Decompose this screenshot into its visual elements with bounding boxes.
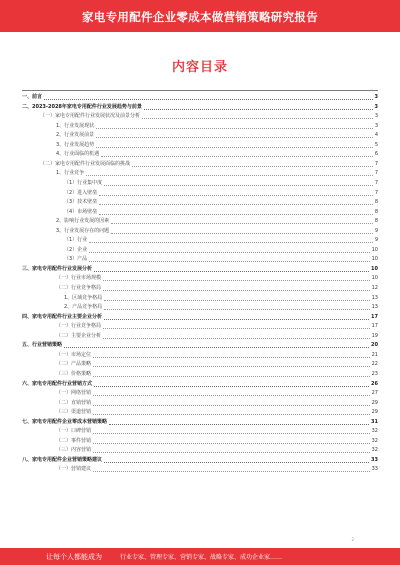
toc-entry-label: 1、行业发展现状	[56, 122, 95, 129]
toc-entry-label: （4）市场壁垒	[64, 208, 98, 215]
toc-entry-label: 2、行业发展前景	[56, 132, 95, 139]
toc-entry[interactable]	[56, 131, 378, 140]
toc-leader-dots	[93, 375, 370, 377]
toc-entry-page: 3	[374, 103, 378, 110]
toc-entry-page: 10	[371, 256, 378, 263]
toc-leader-dots	[103, 327, 370, 329]
toc-entry-page: 17	[371, 323, 378, 330]
toc-leader-dots	[96, 146, 373, 148]
toc-leader-dots	[44, 98, 373, 100]
toc-entry[interactable]	[22, 341, 378, 350]
toc-entry-page: 8	[374, 218, 378, 225]
toc-entry-page: 32	[371, 428, 378, 435]
toc-entry-page: 31	[371, 418, 378, 425]
toc-entry-page: 12	[371, 285, 378, 291]
toc-entry[interactable]	[56, 446, 378, 455]
toc-entry-page: 17	[371, 313, 378, 320]
toc-title: 内容目录	[171, 60, 228, 75]
toc-entry-label: （2）进入壁垒	[64, 189, 98, 196]
toc-entry-page: 9	[374, 237, 378, 244]
toc-entry-label: 2、产品竞争格局	[64, 304, 103, 311]
toc-leader-dots	[93, 470, 370, 472]
toc-entry[interactable]	[56, 284, 378, 293]
toc-entry-label: （三）渠道营销	[56, 409, 92, 416]
toc-entry[interactable]	[22, 265, 378, 274]
toc-entry[interactable]	[56, 408, 378, 417]
toc-entry[interactable]	[56, 399, 378, 408]
toc-entry-label: （一）市场定位	[56, 351, 92, 358]
toc-entry-page: 7	[374, 170, 378, 177]
toc-leader-dots	[93, 365, 370, 367]
toc-entry-label: （二）家电专用配件行业发展面临的挑战	[40, 160, 131, 167]
toc-leader-dots	[89, 260, 369, 262]
toc-entry[interactable]	[64, 236, 378, 245]
toc-entry-page: 9	[374, 227, 378, 234]
toc-leader-dots	[64, 346, 369, 348]
toc-entry-label: 三、家电专用配件行业发展分析	[22, 265, 93, 272]
toc-entry[interactable]	[56, 389, 378, 398]
toc-leader-dots	[104, 308, 369, 310]
toc-leader-dots	[101, 155, 373, 157]
toc-entry-label: 七、家电专用配件企业零成本营销策略	[22, 418, 108, 425]
toc-entry-page: 3	[374, 94, 378, 100]
toc-leader-dots	[104, 318, 369, 320]
toc-entry-label: 1、区域竞争格局	[64, 294, 103, 301]
toc-entry[interactable]	[56, 169, 378, 178]
toc-leader-dots	[104, 461, 369, 463]
toc-entry-label: （3）产品	[64, 256, 88, 263]
toc-entry-page: 10	[371, 275, 378, 282]
toc-entry-label: （二）直销营销	[56, 399, 92, 406]
toc-entry-page: 33	[371, 466, 378, 473]
toc-entry[interactable]	[56, 370, 378, 379]
toc-entry-label: （1）行业	[64, 237, 88, 244]
toc-leader-dots	[93, 451, 370, 453]
toc-leader-dots	[94, 385, 369, 387]
toc-entry-label: （三）价格策略	[56, 370, 92, 377]
toc-entry[interactable]	[64, 303, 378, 312]
toc-entry[interactable]	[64, 189, 378, 198]
toc-leader-dots	[86, 174, 373, 176]
toc-entry-label: （二）产品策略	[56, 361, 92, 368]
toc-entry-page: 26	[371, 380, 378, 387]
toc-leader-dots	[89, 241, 373, 243]
toc-entry-label: 一、前言	[22, 94, 43, 100]
toc-entry[interactable]	[56, 274, 378, 283]
toc-entry-label: （一）行业竞争格局	[56, 323, 102, 330]
page-number: 2	[351, 537, 354, 542]
toc-entry[interactable]	[22, 313, 378, 322]
toc-entry[interactable]	[56, 360, 378, 369]
toc-entry[interactable]	[40, 112, 378, 121]
toc-entry[interactable]	[56, 427, 378, 436]
toc-leader-dots	[99, 203, 373, 205]
toc-entry-page: 33	[371, 456, 378, 463]
toc-leader-dots	[93, 442, 370, 444]
toc-entry[interactable]	[64, 246, 378, 255]
toc-entry-page: 10	[371, 265, 378, 272]
toc-entry[interactable]	[56, 437, 378, 446]
toc-leader-dots	[94, 270, 369, 272]
toc-entry-label: 八、家电专用配件企业营销策略建议	[22, 456, 103, 463]
toc-entry[interactable]	[64, 179, 378, 188]
toc-entry-page: 8	[374, 208, 378, 215]
toc-entry[interactable]	[56, 227, 378, 236]
toc-entry-label: （一）口碑营销	[56, 428, 92, 435]
toc-entry-page: 22	[371, 361, 378, 368]
toc-entry-page: 7	[374, 179, 378, 186]
toc-entry[interactable]	[56, 322, 378, 331]
toc-entry-page: 5	[374, 141, 378, 148]
toc-entry-page: 21	[371, 351, 378, 358]
toc-entry-page: 10	[371, 246, 378, 253]
footer-slogan: 让每个人都能成为	[46, 552, 102, 561]
footer-roles: 行业专家、管理专家、营销专家、战略专家、成功企业家……	[120, 554, 283, 561]
toc-leader-dots	[93, 404, 370, 406]
toc-entry-label: 3、行业发展趋势	[56, 141, 95, 148]
toc-leader-dots	[132, 165, 373, 167]
toc-entry-label: 二、2023-2028年家电专用配件行业发展趋势与前景	[22, 103, 142, 110]
toc-entry-label: 1、行业竞争	[56, 170, 85, 177]
toc-entry-label: （一）行业市场规模	[56, 275, 102, 282]
toc-leader-dots	[96, 136, 373, 138]
footer-bar	[0, 548, 400, 565]
toc-leader-dots	[96, 127, 373, 129]
toc-entry-label: （二）行业竞争格局	[56, 285, 102, 291]
toc-entry[interactable]	[56, 332, 378, 341]
toc-leader-dots	[144, 108, 373, 110]
toc-entry[interactable]	[56, 141, 378, 150]
report-title: 家电专用配件企业零成本做营销策略研究报告	[82, 10, 318, 24]
toc-leader-dots	[103, 337, 370, 339]
toc-entry-page: 19	[371, 332, 378, 339]
toc-leader-dots	[103, 279, 370, 281]
toc-entry[interactable]	[56, 217, 378, 226]
toc-leader-dots	[142, 117, 373, 119]
toc-entry[interactable]	[64, 208, 378, 217]
toc-entry[interactable]	[22, 103, 378, 112]
toc-entry-page: 20	[371, 342, 378, 349]
toc-entry[interactable]	[56, 465, 378, 474]
toc-leader-dots	[99, 213, 373, 215]
toc-entry[interactable]	[64, 294, 378, 303]
toc-entry-page: 32	[371, 437, 378, 444]
toc-entry-label: （一）营销建议	[56, 466, 92, 473]
toc-entry[interactable]	[64, 198, 378, 207]
toc-entry-label: 2、影响行业发展的因素	[56, 218, 110, 225]
toc-entry-page: 6	[374, 151, 378, 158]
toc-entry-page: 3	[374, 113, 378, 120]
toc-leader-dots	[104, 184, 373, 186]
toc-leader-dots	[89, 251, 369, 253]
toc-entry-label: （二）事件营销	[56, 437, 92, 444]
toc-entry-label: （三）内容营销	[56, 447, 92, 454]
toc-leader-dots	[99, 194, 373, 196]
toc-entry-label: （二）主要企业分析	[56, 332, 102, 339]
toc-entry-page: 3	[374, 122, 378, 129]
toc-entry-page: 27	[371, 390, 378, 397]
toc-entry-page: 8	[374, 199, 378, 206]
toc-entry-label: 3、行业发展存在的问题	[56, 227, 110, 234]
toc-entry-page: 32	[371, 447, 378, 454]
toc-entry[interactable]	[22, 418, 378, 427]
toc-leader-dots	[104, 299, 369, 301]
toc-entry-label: （1）行业集中度	[64, 179, 103, 186]
toc-leader-dots	[111, 222, 373, 224]
toc-entry-page: 29	[371, 399, 378, 406]
toc-entry-page: 7	[374, 160, 378, 167]
toc-entry-label: 4、行业面临的机遇	[56, 151, 100, 158]
toc-leader-dots	[111, 232, 373, 234]
toc-entry-page: 13	[371, 304, 378, 311]
toc-entry-page: 23	[371, 370, 378, 377]
toc-entry-label: 五、行业营销策略	[22, 342, 63, 349]
toc-entry[interactable]	[56, 122, 378, 131]
toc-entry[interactable]	[22, 93, 378, 102]
toc-entry-label: 四、家电专用配件行业主要企业分析	[22, 313, 103, 320]
toc-entry[interactable]	[64, 255, 378, 264]
toc-leader-dots	[109, 423, 369, 425]
toc-entry[interactable]	[22, 380, 378, 389]
toc-entry-label: （2）企业	[64, 246, 88, 253]
toc-leader-dots	[93, 432, 370, 434]
toc-entry-page: 4	[374, 132, 378, 139]
toc-entry-page: 29	[371, 409, 378, 416]
toc-entry[interactable]	[56, 351, 378, 360]
toc-entry-label: （一）网络营销	[56, 390, 92, 397]
toc-leader-dots	[93, 413, 370, 415]
toc-leader-dots	[93, 356, 370, 358]
toc-entry[interactable]	[56, 150, 378, 159]
toc-entry[interactable]	[22, 456, 378, 465]
toc-entry-label: （3）技术壁垒	[64, 199, 98, 206]
toc-leader-dots	[103, 289, 370, 291]
toc-leader-dots	[93, 394, 370, 396]
toc-entry-page: 7	[374, 189, 378, 196]
toc-entry-label: （一）家电专用配件行业发展状况及前景分析	[40, 113, 141, 120]
toc-entry-page: 13	[371, 294, 378, 301]
toc-entry-label: 六、家电专用配件行业营销方式	[22, 380, 93, 387]
toc-entry[interactable]	[40, 160, 378, 169]
